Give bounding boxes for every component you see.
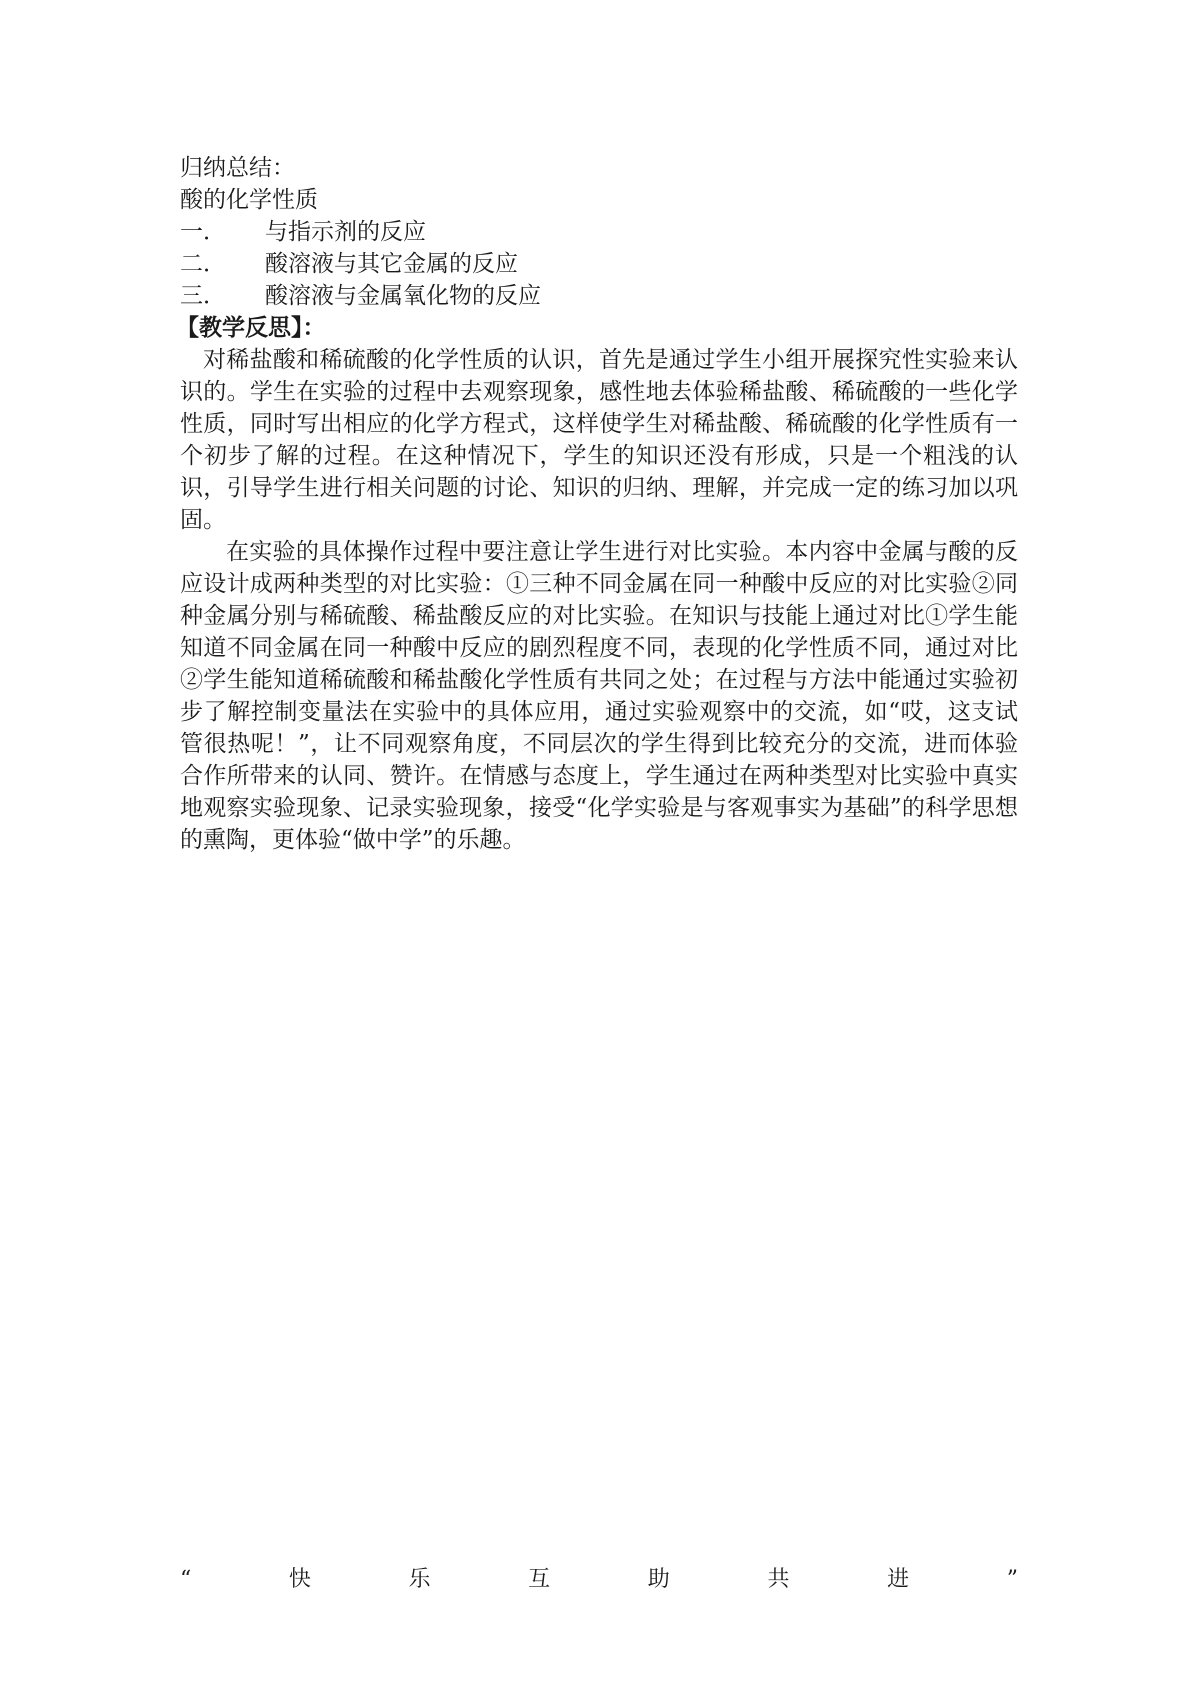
list-item (180, 280, 1018, 312)
reflection-paragraph-2: 在实验的具体操作过程中要注意让学生进行对比实验。本内容中金属与酸的反应设计成两种类型的对比实验：①三种不同金属在同一种酸中反应的对比实验②同种金属分别与稀硫酸、稀盐酸反应的对比实验。在知识与技能上通过对比①学生能知道不同金属在同一种酸中反应的剧烈程度不同，表现的化学性质不同，通过对比②学生能知道稀硫酸和稀盐酸化学性质有共同之处；在过程与方法中能通过实验初步了解控制变量法在实验中的具体应用，通过实验观察中的交流，如“哎，这支试管很热呢！”，让不同观察角度，不同层次的学生得到比较充分的交流，进而体验合作所带来的认同、赞许。在情感与态度上，学生通过在两种类型对比实验中真实地观察实验现象、记录实验现象，接受“化学实验是与客观事实为基础”的科学思想的熏陶，更体验“做中学”的乐趣。 (180, 539, 1018, 853)
footer-char: 共 (767, 1567, 790, 1592)
list-text: 与指示剂的反应 (265, 219, 426, 245)
footer-char: 互 (528, 1567, 551, 1592)
list-item (180, 216, 1018, 248)
list-item (180, 248, 1018, 280)
footer-char: 进 (887, 1567, 910, 1592)
footer-close-quote: ” (1006, 1567, 1018, 1592)
footer-char: 乐 (408, 1567, 431, 1592)
reflection-paragraph-1: 对稀盐酸和稀硫酸的化学性质的认识，首先是通过学生小组开展探究性实验来认识的。学生在实验的过程中去观察现象，感性地去体验稀盐酸、稀硫酸的一些化学性质，同时写出相应的化学方程式，这样使学生对稀盐酸、稀硫酸的化学性质有一个初步了解的过程。在这种情况下，学生的知识还没有形成，只是一个粗浅的认识，引导学生进行相关问题的讨论、知识的归纳、理解，并完成一定的练习加以巩固。 (180, 347, 1018, 533)
list-number: 二． (180, 251, 226, 277)
reflection-heading: 【教学反思】： (176, 314, 326, 341)
document-body (176, 152, 1018, 856)
list-text: 酸溶液与其它金属的反应 (265, 251, 518, 277)
footer-char: 快 (288, 1567, 311, 1592)
page-footer-motto (180, 1565, 1018, 1595)
list-number: 一． (180, 219, 226, 245)
footer-char: 助 (647, 1567, 670, 1592)
list-number: 三． (180, 283, 226, 309)
footer-open-quote: “ (180, 1567, 192, 1592)
list-text: 酸溶液与金属氧化物的反应 (265, 283, 541, 309)
summary-label: 归纳总结： (180, 155, 295, 181)
topic-title: 酸的化学性质 (180, 187, 318, 213)
